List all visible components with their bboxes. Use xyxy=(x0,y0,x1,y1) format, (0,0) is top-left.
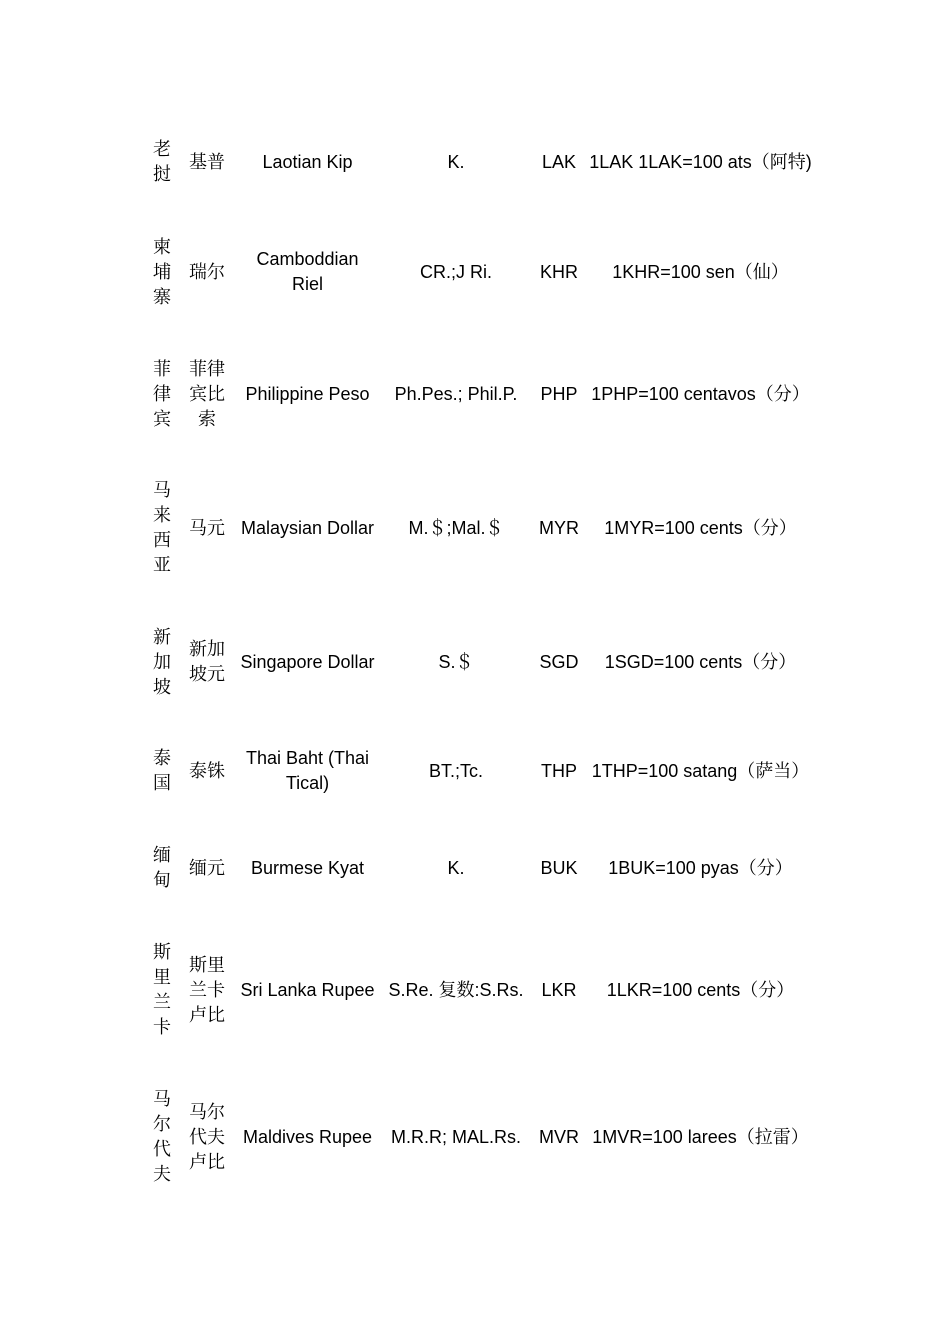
currency-code: BUK xyxy=(540,857,578,878)
country-name: 新加坡 xyxy=(153,626,171,698)
currency-code: KHR xyxy=(539,261,578,282)
table-row xyxy=(145,623,815,701)
currency-english-name: Maldives Rupee xyxy=(242,1126,373,1147)
country-name: 缅甸 xyxy=(153,845,171,891)
currency-code: THP xyxy=(541,760,577,781)
table-row xyxy=(145,1086,815,1188)
currency-english-name: Laotian Kip xyxy=(262,151,353,172)
table-row xyxy=(145,745,815,797)
currency-abbreviation: S.＄ xyxy=(438,651,474,672)
currency-english-name: Philippine Peso xyxy=(245,383,370,404)
currency-english-name: Singapore Dollar xyxy=(240,651,375,672)
table-row xyxy=(145,939,815,1041)
currency-chinese-name: 泰铢 xyxy=(189,760,225,782)
currency-code: MYR xyxy=(539,517,579,538)
currency-abbreviation: CR.;J Ri. xyxy=(420,261,492,282)
table-row xyxy=(145,477,815,579)
table-row xyxy=(145,136,815,188)
table-row xyxy=(145,842,815,894)
country-name: 菲律宾 xyxy=(153,358,171,430)
currency-subunit: 1LAK 1LAK=100 ats（阿特) xyxy=(589,151,812,172)
currency-subunit: 1KHR=100 sen（仙） xyxy=(612,261,789,282)
country-name: 老挝 xyxy=(153,139,171,185)
currency-abbreviation: M.R.R; MAL.Rs. xyxy=(390,1126,521,1147)
currency-code: MVR xyxy=(539,1126,579,1147)
currency-chinese-name: 马元 xyxy=(189,517,225,539)
currency-english-name: Sri Lanka Rupee xyxy=(240,979,375,1000)
currency-english-name: Malaysian Dollar xyxy=(240,517,375,538)
currency-subunit: 1LKR=100 cents（分） xyxy=(606,979,795,1000)
country-name: 泰国 xyxy=(153,748,171,794)
currency-subunit: 1BUK=100 pyas（分） xyxy=(608,857,793,878)
currency-chinese-name: 斯里兰卡卢比 xyxy=(189,954,225,1026)
currency-chinese-name: 马尔代夫卢比 xyxy=(189,1101,225,1173)
currency-chinese-name: 瑞尔 xyxy=(189,261,225,283)
currency-chinese-name: 新加坡元 xyxy=(189,639,225,685)
currency-abbreviation: K. xyxy=(447,857,465,878)
currency-abbreviation: S.Re. 复数:S.Rs. xyxy=(388,979,524,1000)
currency-english-name: Camboddian Riel xyxy=(256,249,359,294)
currency-abbreviation: BT.;Tc. xyxy=(428,760,483,781)
currency-abbreviation: K. xyxy=(447,151,465,172)
country-name: 斯里兰卡 xyxy=(153,942,171,1038)
currency-chinese-name: 基普 xyxy=(189,151,225,173)
currency-chinese-name: 菲律宾比索 xyxy=(189,358,225,430)
currency-english-name: Burmese Kyat xyxy=(250,857,365,878)
currency-abbreviation: M.＄;Mal.＄ xyxy=(408,517,504,538)
currency-code: PHP xyxy=(540,383,578,404)
country-name: 马尔代夫 xyxy=(153,1089,171,1185)
currency-subunit: 1MYR=100 cents（分） xyxy=(604,517,797,538)
currency-code: LKR xyxy=(541,979,577,1000)
currency-code: LAK xyxy=(541,151,577,172)
table-row xyxy=(145,233,815,311)
currency-subunit: 1MVR=100 larees（拉雷） xyxy=(592,1126,809,1147)
currency-subunit: 1PHP=100 centavos（分） xyxy=(591,383,810,404)
currency-subunit: 1SGD=100 cents（分） xyxy=(604,651,797,672)
table-row xyxy=(145,355,815,433)
currency-english-name: Thai Baht (Thai Tical) xyxy=(245,748,370,793)
currency-chinese-name: 缅元 xyxy=(189,857,225,879)
currency-code: SGD xyxy=(539,651,579,672)
country-name: 柬埔寨 xyxy=(153,236,171,308)
currency-subunit: 1THP=100 satang（萨当） xyxy=(591,760,810,781)
country-name: 马来西亚 xyxy=(153,480,171,576)
currency-abbreviation: Ph.Pes.; Phil.P. xyxy=(394,383,518,404)
